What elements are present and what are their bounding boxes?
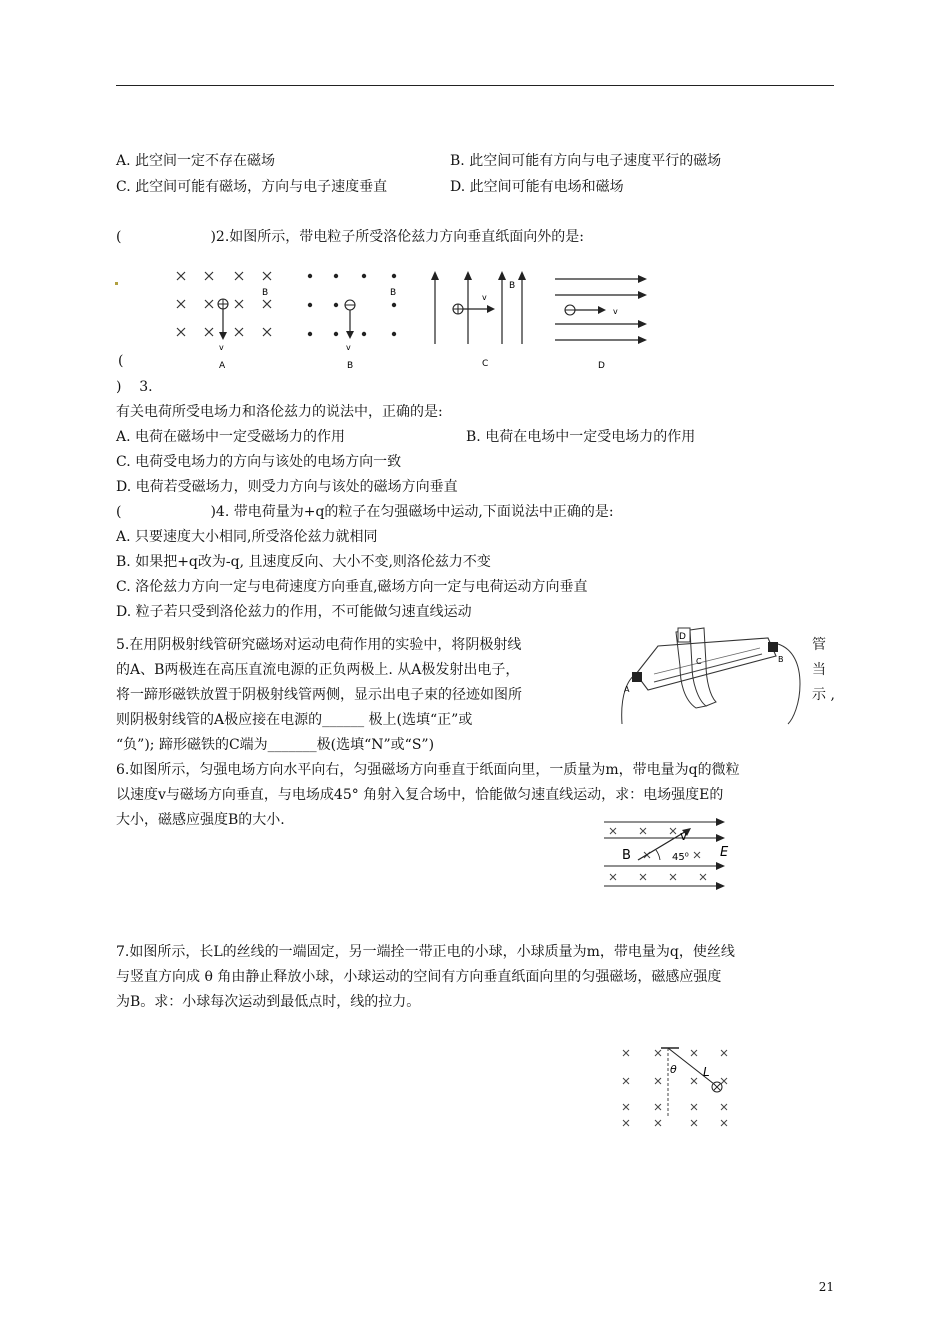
q3-option-b: B. 电荷在电场中一定受电场力的作用 (466, 429, 696, 445)
q2-fig-c-caption: C (482, 359, 489, 369)
q2-fig-d-v-label: v (613, 307, 618, 316)
q5-line-3-end: 示 , (812, 687, 835, 703)
q5-line-2: 的A、B两极连在高压直流电源的正负两极上. 从A极发射出电子， (116, 662, 520, 678)
q4-option-b: B. 如果把+q改为-q, 且速度反向、大小不变,则洛伦兹力不变 (116, 554, 491, 570)
q3-paren: ( (118, 353, 124, 369)
q5-fig-label-d: D (679, 632, 686, 642)
q5-line-3: 将一蹄形磁铁放置于阴极射线管两侧，显示出电子束的径迹如图所 (116, 687, 522, 703)
q5-fig-label-b: B (778, 655, 784, 664)
q2-fig-d-caption: D (598, 361, 605, 371)
q4-option-a: A. 只要速度大小相同,所受洛伦兹力就相同 (116, 529, 378, 545)
page-number: 21 (818, 1280, 834, 1294)
q5-line-4: 则阴极射线管的A极应接在电源的______ 极上(选填“正”或 (116, 712, 473, 728)
q6-line-3: 大小，磁感应强度B的大小. (116, 812, 285, 828)
q4-option-c: C. 洛伦兹力方向一定与电荷速度方向垂直,磁场方向一定与电荷运动方向垂直 (116, 579, 588, 595)
q2-fig-c-b-label: B (509, 281, 516, 291)
q6-fig-b-label: B (622, 848, 631, 863)
q2-fig-a-v-label: v (219, 343, 224, 352)
q3-stem: 有关电荷所受电场力和洛伦兹力的说法中，正确的是: (116, 404, 443, 420)
q6-fig-e-label: E (720, 845, 729, 860)
q1-option-b: B. 此空间可能有方向与电子速度平行的磁场 (450, 153, 722, 169)
q6-line-1: 6.如图所示，匀强电场方向水平向右，匀强磁场方向垂直于纸面向里，一质量为m，带电量为q的微粒 (116, 762, 740, 778)
q6-fig-angle-label: 45⁰ (672, 852, 689, 863)
q2-fig-c-v-label: v (482, 293, 487, 302)
q2-fig-a-caption: A (219, 361, 226, 371)
q5-line-5: “负”); 蹄形磁铁的C端为_______极(选填“N”或“S”) (116, 737, 435, 753)
q5-cathode-tube-figure (618, 624, 808, 728)
q1-option-c: C. 此空间可能有磁场，方向与电子速度垂直 (116, 179, 388, 195)
q5-fig-label-c: C (696, 657, 702, 666)
q7-line-2: 与竖直方向成 θ 角由静止释放小球，小球运动的空间有方向垂直纸面向里的匀强磁场，磁感应强度 (116, 969, 722, 985)
q2-fig-b-v-label: v (346, 343, 351, 352)
q3-option-a: A. 电荷在磁场中一定受磁场力的作用 (116, 429, 346, 445)
q3-option-c: C. 电荷受电场力的方向与该处的电场方向一致 (116, 454, 402, 470)
q2-stem: ( )2.如图所示，带电粒子所受洛伦兹力方向垂直纸面向外的是: (116, 229, 585, 245)
header-rule (116, 85, 834, 86)
q3-option-d: D. 电荷若受磁场力，则受力方向与该处的磁场方向垂直 (116, 479, 458, 495)
q5-line-1-end: 管 (812, 637, 826, 653)
q7-line-3: 为B。求：小球每次运动到最低点时，线的拉力。 (116, 994, 421, 1010)
q6-fig-v-label: v (680, 829, 688, 843)
q1-option-d: D. 此空间可能有电场和磁场 (450, 179, 624, 195)
q2-figure (110, 262, 670, 374)
q7-line-1: 7.如图所示，长L的丝线的一端固定，另一端拴一带正电的小球，小球质量为m，带电量为q，使丝线 (116, 944, 735, 960)
q6-compound-field-figure (598, 814, 748, 894)
q1-option-a: A. 此空间一定不存在磁场 (116, 153, 276, 169)
q2-fig-a-b-label: B (262, 288, 269, 298)
q4-option-d: D. 粒子若只受到洛伦兹力的作用，不可能做匀速直线运动 (116, 604, 472, 620)
q2-fig-b-caption: B (347, 361, 354, 371)
q7-fig-l-label: L (703, 1065, 710, 1079)
q2-fig-b-b-label: B (390, 288, 397, 298)
q5-fig-label-a: A (624, 685, 630, 694)
q5-line-1: 5.在用阴极射线管研究磁场对运动电荷作用的实验中，将阴极射线 (116, 637, 522, 653)
q3-number: ) 3. (116, 379, 153, 395)
q7-pendulum-figure (615, 1046, 745, 1136)
q6-line-2: 以速度v与磁场方向垂直，与电场成45° 角射入复合场中，恰能做匀速直线运动，求：电场强度E的 (116, 787, 724, 803)
q5-line-2-end: 当 (812, 662, 826, 678)
q7-fig-theta-label: θ (670, 1063, 677, 1076)
q4-stem: ( )4. 带电荷量为+q的粒子在匀强磁场中运动,下面说法中正确的是: (116, 504, 614, 520)
